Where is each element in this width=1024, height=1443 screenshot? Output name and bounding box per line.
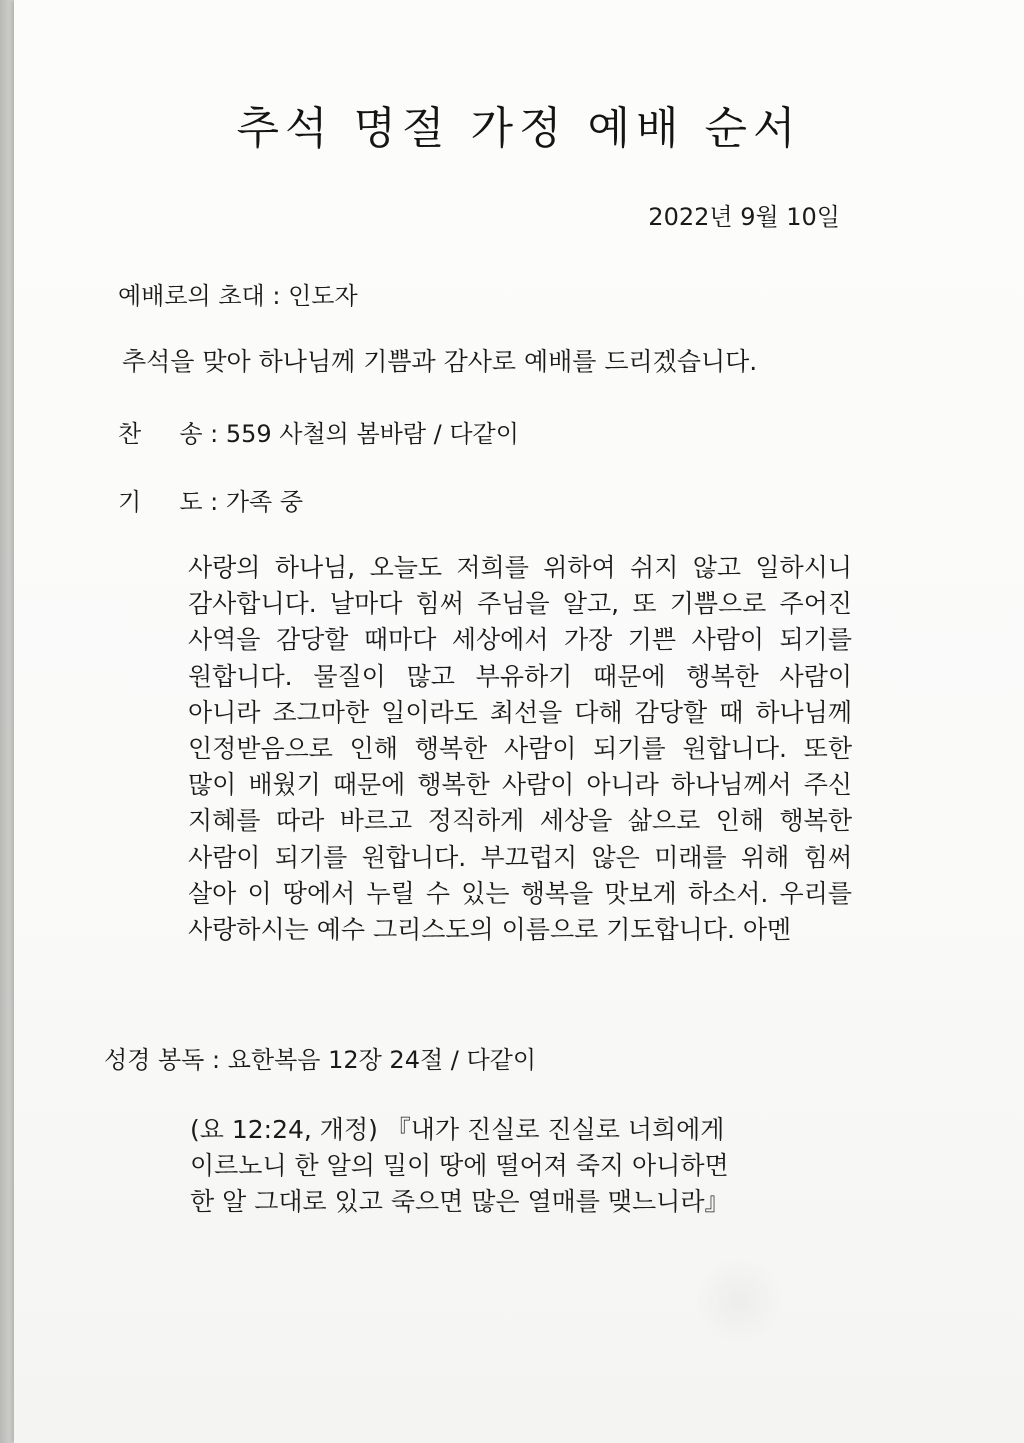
- scripture-label: 성경 봉독 : 요한복음 12장 24절 / 다같이: [104, 1046, 537, 1074]
- scripture-verse: [190, 1112, 852, 1220]
- verse-line: 이르노니 한 알의 밀이 땅에 떨어져 죽지 아니하면: [190, 1151, 729, 1180]
- document-title: 추석 명절 가정 예배 순서: [236, 103, 802, 154]
- document-sheet: [14, 0, 1024, 1443]
- invitation-text: 추석을 맞아 하나님께 기쁨과 감사로 예배를 드리겠습니다.: [122, 347, 758, 376]
- document-date: 2022년 9월 10일: [648, 203, 840, 231]
- verse-line: 한 알 그대로 있고 죽으면 많은 열매를 맺느니라』: [190, 1187, 730, 1216]
- page-left-edge: [0, 0, 14, 1443]
- verse-line: (요 12:24, 개정) 『내가 진실로 진실로 너희에게: [190, 1115, 725, 1144]
- prayer-body: 사랑의 하나님, 오늘도 저희를 위하여 쉬지 않고 일하시니 감사합니다. 날마다 힘써 주님을 알고, 또 기쁨으로 주어진 사역을 감당할 때마다 세상에서 가장 기쁜 사람이 되기를 원합니다. 물질이 많고 부유하기 때문에 행복한 사람이 아니라 조그마한 일이라도 최선을 다해 감당할 때 하나님께 인정받음으로 인해 행복한 사람이 되기를 원합니다. 또한 많이 배웠기 때문에 행복한 사람이 아니라 하나님께서 주신 지혜를 따라 바르고 정직하게 세상을 삶으로 인해 행복한 사람이 되기를 원합니다. 부끄럽지 않은 미래를 위해 힘써 살아 이 땅에서 누릴 수 있는 행복을 맛보게 하소서. 우리를 사랑하시는 예수 그리스도의 이름으로 기도합니다. 아멘: [188, 553, 852, 945]
- invitation-label: 예배로의 초대 : 인도자: [118, 282, 358, 310]
- prayer-label: 기 도 : 가족 중: [118, 488, 304, 516]
- hymn-label: 찬 송 : 559 사철의 봄바람 / 다같이: [118, 420, 519, 448]
- paper-smudge: [694, 1255, 784, 1345]
